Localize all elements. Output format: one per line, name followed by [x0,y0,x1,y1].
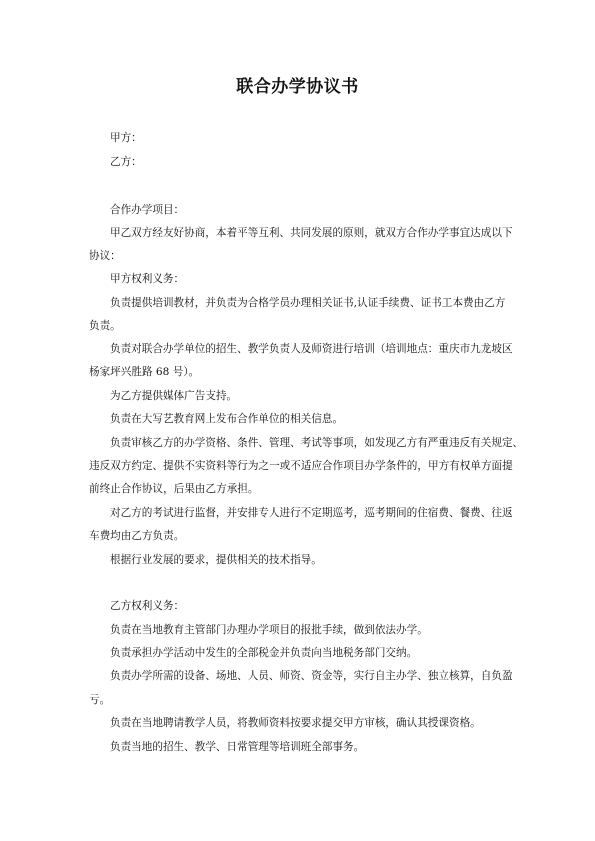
party-b-item-3-line-2: 亏。 [89,694,111,706]
party-b-item-2: 负责承担办学活动中发生的全部税金并负责向当地税务部门交纳。 [110,647,418,659]
party-a-item-1-line-2: 负责。 [89,320,121,332]
party-b-heading: 乙方权利义务： [110,600,185,612]
intro-line-1: 甲乙双方经友好协商，本着平等互利、共同发展的原则，就双方合作办学事宜达成以下 [110,227,513,239]
party-a-item-1-line-1: 负责提供培训教材，并负责为合格学员办理相关证书,认证手续费、证书工本费由乙方 [110,297,506,309]
party-b-item-5: 负责当地的招生、教学、日常管理等培训班全部事务。 [110,741,365,753]
party-b-item-1: 负责在当地教育主管部门办理办学项目的报批手续，做到依法办学。 [110,624,428,636]
party-b-item-3-line-1: 负责办学所需的设备、场地、人员、师资、资金等，实行自主办学、独立核算，自负盈 [110,670,513,682]
party-a-item-5-line-2: 违反双方约定、提供不实资料等行为之一或不适应合作项目办学条件的，甲方有权单方面提 [89,460,513,472]
party-a-item-5-line-1: 负责审核乙方的办学资格、条件、管理、考试等事项，如发现乙方有严重违反有关规定、 [110,437,524,449]
party-a-label: 甲方： [110,132,142,144]
party-b-item-4: 负责在当地聘请教学人员，将教师资料按要求提交甲方审核，确认其授课资格。 [110,717,481,729]
party-a-item-2-line-1: 负责对联合办学单位的招生、教学负责人及师资进行培训（培训地点：重庆市九龙坡区 [110,343,513,355]
party-a-item-6-line-1: 对乙方的考试进行监督，并安排专人进行不定期巡考，巡考期间的住宿费、餐费、往返 [110,507,513,519]
party-a-item-3: 为乙方提供媒体广告支持。 [110,390,238,402]
intro-line-2: 协议： [89,250,121,262]
party-a-item-2-line-2: 杨家坪兴胜路 68 号）。 [89,366,200,378]
document-title: 联合办学协议书 [236,77,359,97]
project-label: 合作办学项目： [110,204,185,216]
party-a-item-6-line-2: 车费均由乙方负责。 [89,530,185,542]
party-b-label: 乙方： [110,156,142,168]
party-a-item-7: 根据行业发展的要求，提供相关的技术指导。 [110,554,322,566]
party-a-heading: 甲方权利义务： [110,273,185,285]
party-a-item-5-line-3: 前终止合作协议，后果由乙方承担。 [89,483,259,495]
party-a-item-4: 负责在大写艺教育网上发布合作单位的相关信息。 [110,413,344,425]
